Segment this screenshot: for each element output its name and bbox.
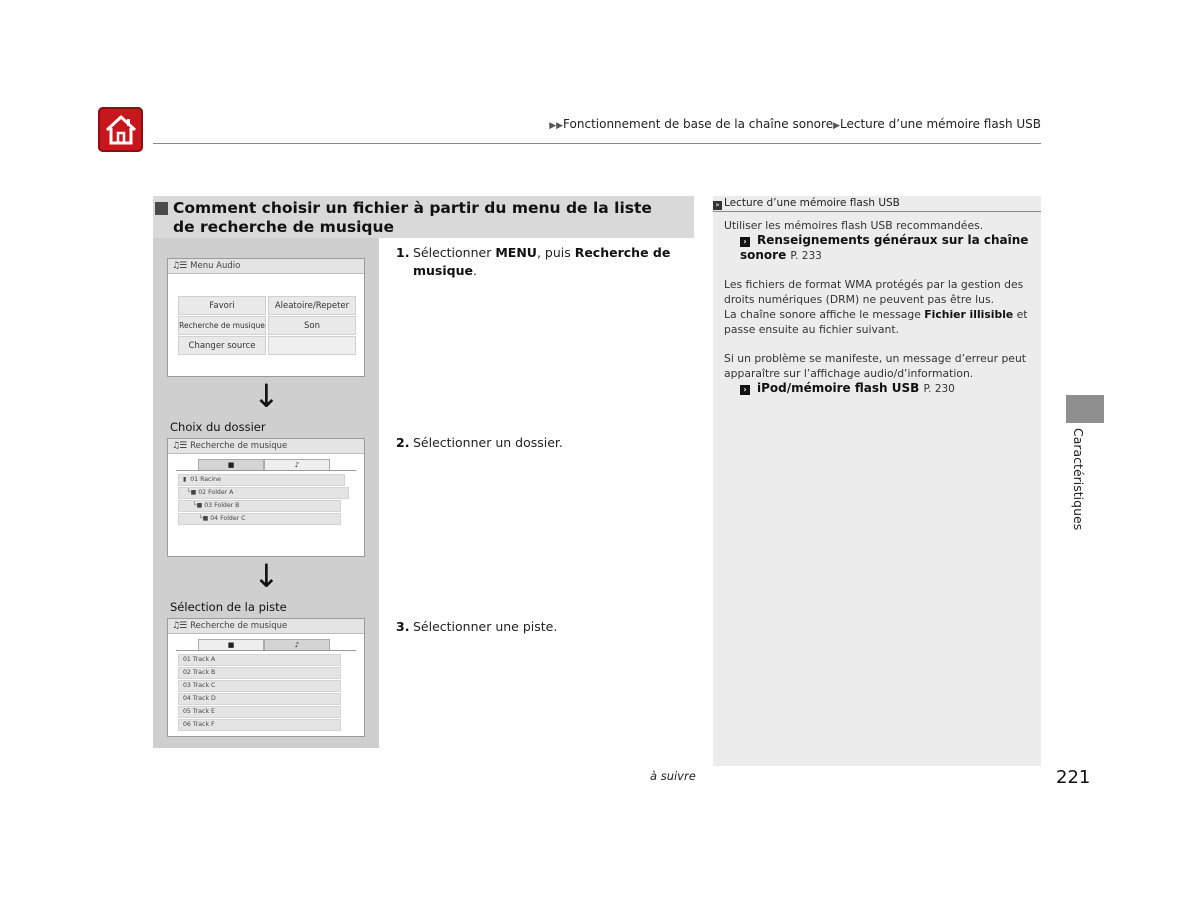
list-item[interactable] <box>178 474 345 486</box>
breadcrumb <box>549 117 1041 131</box>
reference-page: P. 230 <box>923 383 955 395</box>
reference-text: iPod/mémoire flash USB <box>757 381 920 395</box>
down-arrow-icon: ↓ <box>253 557 280 595</box>
continued-label: à suivre <box>650 769 696 783</box>
step-1 <box>396 244 676 280</box>
message-label: Fichier illisible <box>924 308 1014 321</box>
list-item[interactable] <box>178 513 341 525</box>
music-list-icon: ♫☰ <box>172 621 187 631</box>
folder-caption: Choix du dossier <box>170 420 266 434</box>
music-note-icon: ♪ <box>294 461 300 469</box>
illustration-panel <box>153 238 379 748</box>
sidebar-text: et passe ensuite au fichier suivant. <box>724 308 1028 336</box>
music-list-icon: ♫☰ <box>172 261 187 271</box>
menu-recherche-button[interactable]: Recherche de musique <box>178 316 266 335</box>
section-heading <box>153 196 694 238</box>
folder-icon: ▮ <box>183 476 187 483</box>
tab-divider <box>176 470 356 471</box>
home-icon <box>104 114 138 146</box>
tab-bar <box>198 459 328 470</box>
reference-page: P. 233 <box>790 250 822 262</box>
cross-reference-link[interactable] <box>740 233 1030 264</box>
menu-son-button[interactable]: Son <box>268 316 356 335</box>
menu-favori-button[interactable]: Favori <box>178 296 266 315</box>
screen-title-bar <box>168 439 364 454</box>
list-item-label: 04 Folder C <box>210 515 246 522</box>
sidebar-notes <box>713 196 1041 766</box>
folder-icon: └■ <box>193 502 203 509</box>
list-item[interactable] <box>178 487 349 499</box>
tab-divider <box>176 650 356 651</box>
sidebar-text: La chaîne sonore affiche le message <box>724 308 925 321</box>
section-title: Comment choisir un fichier à partir du menu de la liste de recherche de musique <box>173 199 652 236</box>
reference-arrow-icon: › <box>740 237 750 247</box>
list-item[interactable]: 05 Track E <box>178 706 341 718</box>
list-item-label: 03 Folder B <box>204 502 240 509</box>
chapter-tab[interactable] <box>1066 395 1104 423</box>
folder-icon: └■ <box>199 515 209 522</box>
step-text: Sélectionner <box>413 245 496 260</box>
step-3 <box>396 618 676 636</box>
screen-title: Recherche de musique <box>190 441 288 451</box>
step-number: 1. <box>396 245 410 260</box>
header-divider <box>153 143 1041 144</box>
reference-text: Renseignements généraux sur la chaîne sonore <box>740 233 1029 262</box>
list-item[interactable]: 04 Track D <box>178 693 341 705</box>
step-number: 3. <box>396 619 410 634</box>
down-arrow-icon: ↓ <box>253 377 280 415</box>
screen-title: Menu Audio <box>190 261 241 271</box>
list-item-label: 01 Racine <box>190 476 221 483</box>
sidebar-heading-text: Lecture d’une mémoire flash USB <box>724 197 900 209</box>
breadcrumb-item[interactable]: Lecture d’une mémoire flash USB <box>840 117 1041 131</box>
track-screen <box>167 618 365 737</box>
page-number: 221 <box>1056 767 1091 788</box>
step-text: Sélectionner un dossier. <box>413 435 563 450</box>
list-item[interactable]: 06 Track F <box>178 719 341 731</box>
breadcrumb-arrow-icon: ▶▶ <box>549 121 564 131</box>
screen-title-bar <box>168 259 364 274</box>
home-button[interactable] <box>98 107 143 152</box>
list-item[interactable]: 03 Track C <box>178 680 341 692</box>
sidebar-paragraph: Si un problème se manifeste, un message d’erreur peut apparaître sur l’affichage audio/d’information. <box>724 352 1027 380</box>
menu-disabled-button <box>268 336 356 355</box>
step-text: . <box>472 263 477 278</box>
breadcrumb-arrow-icon: ▶ <box>833 121 840 131</box>
tab-bar <box>198 639 328 650</box>
screen-title: Recherche de musique <box>190 621 288 631</box>
folder-icon: ■ <box>227 461 235 469</box>
menu-label: Recherche de musique <box>413 245 671 278</box>
music-note-icon: ♪ <box>294 641 300 649</box>
menu-aleatoire-button[interactable]: Aleatoire/Repeter <box>268 296 356 315</box>
step-text: , puis <box>536 245 575 260</box>
screen-title-bar <box>168 619 364 634</box>
sidebar-paragraph <box>724 277 1036 337</box>
sidebar-paragraph: Utiliser les mémoires flash USB recommandées. <box>724 219 984 232</box>
music-list-icon: ♫☰ <box>172 441 187 451</box>
sidebar-heading <box>713 196 1041 212</box>
menu-audio-screen <box>167 258 365 377</box>
list-item-label: 02 Folder A <box>198 489 234 496</box>
list-item[interactable]: 02 Track B <box>178 667 341 679</box>
folder-icon: └■ <box>187 489 197 496</box>
sidebar-text: Les fichiers de format WMA protégés par la gestion des droits numériques (DRM) ne peuvent pas être lus. <box>724 278 1024 306</box>
step-number: 2. <box>396 435 410 450</box>
track-caption: Sélection de la piste <box>170 600 287 614</box>
list-item[interactable] <box>178 500 341 512</box>
step-2 <box>396 434 676 452</box>
list-item[interactable]: 01 Track A <box>178 654 341 666</box>
breadcrumb-item[interactable]: Fonctionnement de base de la chaîne sonore <box>563 117 834 131</box>
chapter-tab-label: Caractéristiques <box>1071 428 1086 531</box>
menu-changer-source-button[interactable]: Changer source <box>178 336 266 355</box>
folder-screen <box>167 438 365 557</box>
reference-arrow-icon: › <box>740 385 750 395</box>
section-marker-icon <box>155 202 168 215</box>
folder-icon: ■ <box>227 641 235 649</box>
menu-label: MENU <box>495 245 537 260</box>
cross-reference-link[interactable] <box>740 381 1030 397</box>
step-text: Sélectionner une piste. <box>413 619 558 634</box>
note-marker-icon: » <box>713 201 722 210</box>
